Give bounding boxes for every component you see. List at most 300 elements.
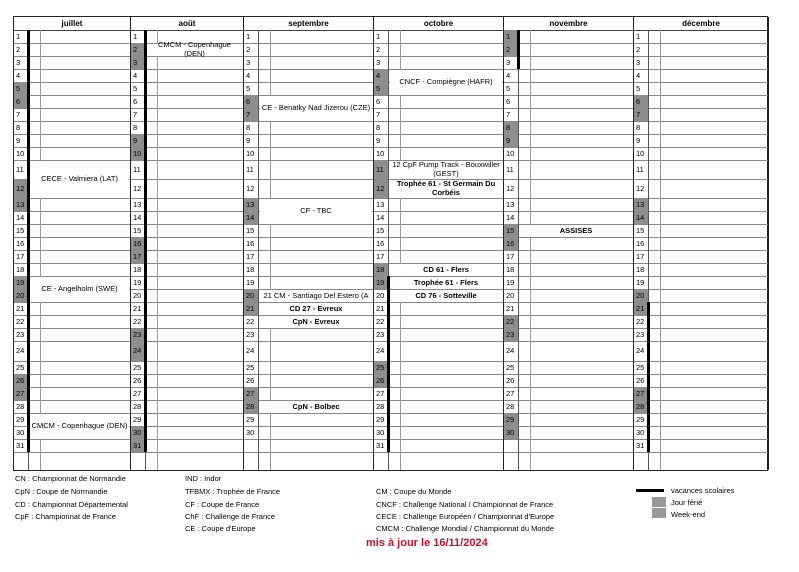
row-line: [504, 315, 634, 316]
day-cell: 2: [16, 44, 21, 54]
row-line: [14, 250, 131, 251]
day-cell: 5: [374, 82, 388, 95]
row-line: [634, 387, 769, 388]
row-line: [634, 263, 769, 264]
row-line: [504, 134, 634, 135]
row-line: [374, 134, 504, 135]
day-cell: 22: [376, 316, 385, 326]
legend-weekend-label: Week-end: [671, 510, 706, 519]
row-line: [374, 43, 504, 44]
row-line: [504, 179, 634, 180]
event-entry: 12 CpF Pump Track - Bouxwiller (GEST): [390, 161, 502, 179]
row-line: [634, 147, 769, 148]
day-cell: 6: [634, 95, 648, 108]
day-cell: 27: [244, 387, 258, 400]
day-cell: 6: [14, 95, 28, 108]
vacances-bar: [387, 276, 390, 452]
row-line: [504, 289, 634, 290]
row-line: [131, 413, 244, 414]
day-cell: 29: [376, 414, 385, 424]
day-cell: 10: [16, 148, 25, 158]
day-cell: 7: [506, 109, 511, 119]
event-entry: CE - Benatky Nad Jizerou (CZE): [260, 96, 372, 121]
day-cell: 11: [246, 164, 254, 174]
row-line: [131, 108, 244, 109]
sub-divider: [40, 30, 41, 470]
day-cell: 6: [506, 96, 511, 106]
day-cell: 17: [506, 251, 515, 261]
updated-date: mis à jour le 16/11/2024: [366, 537, 488, 549]
day-cell: 8: [133, 122, 138, 132]
row-line: [14, 361, 131, 362]
day-cell: 31: [16, 440, 25, 450]
day-cell: 13: [506, 199, 515, 209]
row-line: [634, 341, 769, 342]
day-cell: 19: [636, 277, 645, 287]
day-cell: 28: [16, 401, 25, 411]
row-line: [14, 134, 131, 135]
row-line: [504, 426, 634, 427]
day-cell: 7: [244, 108, 258, 121]
sub-divider: [530, 30, 531, 470]
day-cell: 28: [634, 400, 648, 413]
row-line: [634, 289, 769, 290]
row-line: [634, 439, 769, 440]
row-line: [374, 108, 504, 109]
row-line: [634, 108, 769, 109]
day-cell: 5: [246, 83, 251, 93]
day-cell: 22: [133, 316, 142, 326]
month-divider: [768, 17, 769, 470]
vacances-bar: [27, 30, 30, 452]
day-cell: 20: [376, 290, 385, 300]
row-line: [14, 224, 131, 225]
day-cell: 29: [504, 413, 518, 426]
legend-item: CF : Coupe de France: [185, 500, 260, 509]
row-line: [504, 341, 634, 342]
day-cell: 29: [133, 414, 142, 424]
day-cell: 16: [376, 238, 385, 248]
event-entry: CD 76 - Sotteville: [390, 290, 502, 302]
row-line: [504, 160, 634, 161]
day-cell: 4: [246, 70, 251, 80]
day-cell: 30: [131, 426, 145, 439]
row-line: [634, 302, 769, 303]
row-line: [244, 43, 374, 44]
legend-item: CMCM : Challenge Mondial / Championnat du Monde: [376, 524, 555, 533]
day-cell: 19: [133, 277, 142, 287]
day-cell: 29: [246, 414, 255, 424]
row-line: [374, 211, 504, 212]
day-cell: 11: [636, 164, 644, 174]
row-line: [14, 341, 131, 342]
row-line: [131, 374, 244, 375]
row-line: [244, 374, 374, 375]
legend-vacances-label: vacances scolaires: [671, 486, 735, 495]
day-cell: 14: [16, 212, 25, 222]
row-line: [244, 134, 374, 135]
row-line: [14, 198, 131, 199]
day-cell: 5: [636, 83, 641, 93]
row-line: [131, 147, 244, 148]
day-cell: 23: [16, 329, 25, 339]
row-line: [131, 198, 244, 199]
day-cell: 7: [16, 109, 21, 119]
row-line: [374, 224, 504, 225]
row-line: [634, 121, 769, 122]
vacances-bar: [647, 302, 650, 452]
day-cell: 3: [16, 57, 21, 67]
legend-item: CNCF : Challenge National / Championnat de France: [376, 500, 554, 509]
row-line: [634, 179, 769, 180]
row-line: [14, 452, 131, 453]
row-line: [374, 250, 504, 251]
month-header: août: [131, 17, 244, 30]
day-cell: 4: [133, 70, 138, 80]
row-line: [634, 95, 769, 96]
legend-item: CE : Coupe d'Europe: [185, 524, 256, 533]
legend-ferie-label: Jour férié: [671, 498, 703, 507]
day-cell: 14: [133, 212, 142, 222]
row-line: [634, 160, 769, 161]
day-cell: 15: [376, 225, 385, 235]
day-cell: 22: [16, 316, 25, 326]
row-line: [244, 387, 374, 388]
row-line: [244, 147, 374, 148]
event-entry: ASSISES: [520, 225, 632, 237]
row-line: [374, 56, 504, 57]
day-cell: 17: [131, 250, 145, 263]
day-cell: 3: [376, 57, 381, 67]
row-line: [14, 95, 131, 96]
row-line: [634, 374, 769, 375]
day-cell: 10: [506, 148, 515, 158]
row-line: [504, 328, 634, 329]
day-cell: 8: [636, 122, 641, 132]
day-cell: 18: [246, 264, 255, 274]
row-line: [131, 439, 244, 440]
day-cell: 19: [506, 277, 515, 287]
event-entry: CF - TBC: [260, 199, 372, 224]
day-cell: 30: [504, 426, 518, 439]
day-cell: 9: [16, 135, 21, 145]
day-cell: 27: [506, 388, 515, 398]
day-cell: 1: [133, 31, 138, 41]
row-line: [244, 361, 374, 362]
day-cell: 22: [246, 316, 255, 326]
day-cell: 6: [376, 96, 381, 106]
day-cell: 12: [506, 183, 515, 193]
row-line: [374, 341, 504, 342]
event-entry: CD 27 - Evreux: [260, 303, 372, 315]
sub-divider: [400, 30, 401, 470]
row-line: [374, 426, 504, 427]
day-cell: 25: [506, 362, 515, 372]
row-line: [244, 452, 374, 453]
day-cell: 5: [506, 83, 511, 93]
row-line: [14, 400, 131, 401]
row-line: [504, 452, 634, 453]
day-divider: [518, 30, 519, 470]
row-line: [14, 374, 131, 375]
day-cell: 23: [376, 329, 385, 339]
day-cell: 28: [133, 401, 142, 411]
day-cell: 18: [133, 264, 142, 274]
day-cell: 27: [133, 388, 142, 398]
day-cell: 1: [16, 31, 21, 41]
day-cell: 6: [133, 96, 138, 106]
row-line: [504, 211, 634, 212]
day-cell: 11: [133, 164, 141, 174]
day-cell: 20: [244, 289, 258, 302]
row-line: [374, 413, 504, 414]
day-cell: 21: [506, 303, 515, 313]
day-cell: 20: [133, 290, 142, 300]
row-line: [131, 276, 244, 277]
day-cell: 18: [374, 263, 388, 276]
row-line: [14, 69, 131, 70]
row-line: [244, 426, 374, 427]
sub-divider: [660, 30, 661, 470]
day-cell: 14: [244, 211, 258, 224]
row-line: [14, 211, 131, 212]
row-line: [131, 95, 244, 96]
row-line: [14, 263, 131, 264]
row-line: [131, 341, 244, 342]
row-line: [504, 302, 634, 303]
row-line: [634, 361, 769, 362]
row-line: [14, 302, 131, 303]
event-entry: Trophée 61 - St Germain Du Corbéis: [390, 180, 502, 198]
row-line: [14, 82, 131, 83]
day-cell: 1: [504, 30, 518, 43]
event-entry: CNCF - Compiègne (HAFR): [390, 70, 502, 95]
event-entry: CMCM - Copenhague (DEN): [147, 44, 242, 56]
row-line: [504, 56, 634, 57]
row-line: [244, 341, 374, 342]
day-cell: 4: [374, 69, 388, 82]
row-line: [634, 250, 769, 251]
day-cell: 27: [14, 387, 28, 400]
day-cell: 20: [14, 289, 28, 302]
day-cell: 15: [246, 225, 255, 235]
row-line: [131, 361, 244, 362]
day-cell: 25: [16, 362, 25, 372]
row-line: [131, 387, 244, 388]
day-cell: 13: [376, 199, 385, 209]
row-line: [634, 224, 769, 225]
day-cell: 1: [636, 31, 641, 41]
day-cell: 12: [246, 183, 255, 193]
row-line: [14, 237, 131, 238]
day-cell: 16: [636, 238, 645, 248]
month-header: octobre: [374, 17, 504, 30]
row-line: [374, 452, 504, 453]
day-cell: 9: [131, 134, 145, 147]
day-cell: 8: [376, 122, 381, 132]
row-line: [504, 198, 634, 199]
legend-item: CN : Championnat de Normandie: [15, 474, 126, 483]
row-line: [504, 361, 634, 362]
day-cell: 21: [634, 302, 648, 315]
day-cell: 7: [634, 108, 648, 121]
day-cell: 20: [634, 289, 648, 302]
day-divider: [258, 30, 259, 470]
row-line: [131, 289, 244, 290]
day-cell: 3: [131, 56, 145, 69]
event-entry: CMCM - Copenhague (DEN): [30, 414, 129, 439]
day-cell: 29: [16, 414, 25, 424]
month-header: décembre: [634, 17, 769, 30]
row-line: [131, 121, 244, 122]
day-cell: 16: [16, 238, 25, 248]
legend-item: CpF : Championnat de France: [15, 512, 116, 521]
row-line: [131, 179, 244, 180]
row-line: [504, 108, 634, 109]
row-line: [131, 160, 244, 161]
day-cell: 23: [636, 329, 645, 339]
day-cell: 6: [244, 95, 258, 108]
day-cell: 4: [506, 70, 511, 80]
legend-item: IND : Indor: [185, 474, 222, 483]
day-cell: 21: [133, 303, 142, 313]
day-cell: 3: [636, 57, 641, 67]
day-cell: 27: [376, 388, 385, 398]
day-cell: 10: [246, 148, 255, 158]
day-cell: 12: [133, 183, 142, 193]
row-line: [131, 328, 244, 329]
day-cell: 24: [376, 346, 385, 356]
row-line: [504, 387, 634, 388]
row-line: [634, 198, 769, 199]
month-header: septembre: [244, 17, 374, 30]
day-cell: 23: [504, 328, 518, 341]
row-line: [131, 426, 244, 427]
day-cell: 18: [506, 264, 515, 274]
row-line: [504, 276, 634, 277]
day-cell: 26: [246, 375, 255, 385]
row-line: [244, 224, 374, 225]
row-line: [244, 160, 374, 161]
day-cell: 31: [131, 439, 145, 452]
row-line: [14, 56, 131, 57]
row-line: [634, 43, 769, 44]
row-line: [374, 315, 504, 316]
row-line: [504, 439, 634, 440]
day-cell: 9: [504, 134, 518, 147]
vacances-bar: [517, 30, 520, 69]
day-cell: 13: [244, 198, 258, 211]
day-cell: 24: [636, 346, 645, 356]
row-line: [244, 413, 374, 414]
row-line: [634, 400, 769, 401]
row-line: [634, 134, 769, 135]
day-cell: 23: [131, 328, 145, 341]
row-line: [374, 95, 504, 96]
row-line: [14, 108, 131, 109]
day-cell: 15: [636, 225, 645, 235]
day-cell: 8: [246, 122, 251, 132]
day-cell: 26: [133, 375, 142, 385]
row-line: [634, 328, 769, 329]
row-line: [634, 56, 769, 57]
row-line: [634, 69, 769, 70]
day-cell: 29: [636, 414, 645, 424]
day-cell: 18: [636, 264, 645, 274]
row-line: [634, 452, 769, 453]
row-line: [374, 361, 504, 362]
row-line: [504, 374, 634, 375]
row-line: [504, 263, 634, 264]
row-line: [244, 276, 374, 277]
day-cell: 2: [246, 44, 251, 54]
day-cell: 2: [376, 44, 381, 54]
row-line: [374, 328, 504, 329]
vacances-key-swatch: [636, 489, 664, 492]
day-cell: 24: [246, 346, 255, 356]
day-cell: 28: [506, 401, 515, 411]
row-line: [244, 439, 374, 440]
day-cell: 24: [131, 341, 145, 361]
day-cell: 15: [133, 225, 142, 235]
day-cell: 22: [504, 315, 518, 328]
row-line: [131, 69, 244, 70]
calendar-table: [13, 16, 768, 471]
row-line: [634, 211, 769, 212]
day-cell: 25: [636, 362, 645, 372]
legend-item: CM : Coupe du Monde: [376, 487, 452, 496]
row-line: [244, 69, 374, 70]
day-cell: 10: [636, 148, 645, 158]
legend-item: CpN : Coupe de Normandie: [15, 487, 108, 496]
legend-item: CECE : Challenge Européen / Championnat d'Europe: [376, 512, 555, 521]
row-line: [131, 452, 244, 453]
day-cell: 16: [131, 237, 145, 250]
day-cell: 16: [504, 237, 518, 250]
legend-item: ChF : Challenge de France: [185, 512, 276, 521]
day-cell: 16: [246, 238, 255, 248]
day-cell: 25: [374, 361, 388, 374]
day-cell: 28: [244, 400, 258, 413]
row-line: [14, 315, 131, 316]
row-line: [374, 374, 504, 375]
legend-item: CD : Championnat Départemental: [15, 500, 128, 509]
day-cell: 22: [636, 316, 645, 326]
day-cell: [244, 439, 258, 452]
day-cell: 2: [131, 43, 145, 56]
row-line: [244, 82, 374, 83]
row-line: [14, 328, 131, 329]
day-cell: 10: [131, 147, 145, 160]
row-line: [244, 56, 374, 57]
day-cell: 21: [376, 303, 385, 313]
day-cell: 30: [16, 427, 25, 437]
row-line: [634, 426, 769, 427]
day-cell: 31: [376, 440, 385, 450]
row-line: [504, 400, 634, 401]
row-line: [374, 198, 504, 199]
row-line: [504, 69, 634, 70]
day-cell: 7: [133, 109, 138, 119]
day-cell: 4: [636, 70, 641, 80]
event-entry: CECE - Valmiera (LAT): [30, 161, 129, 198]
event-entry: CpN - Bolbec: [260, 401, 372, 413]
day-cell: 14: [506, 212, 515, 222]
day-cell: 12: [374, 179, 388, 198]
day-cell: 1: [376, 31, 381, 41]
row-line: [504, 82, 634, 83]
row-line: [504, 95, 634, 96]
